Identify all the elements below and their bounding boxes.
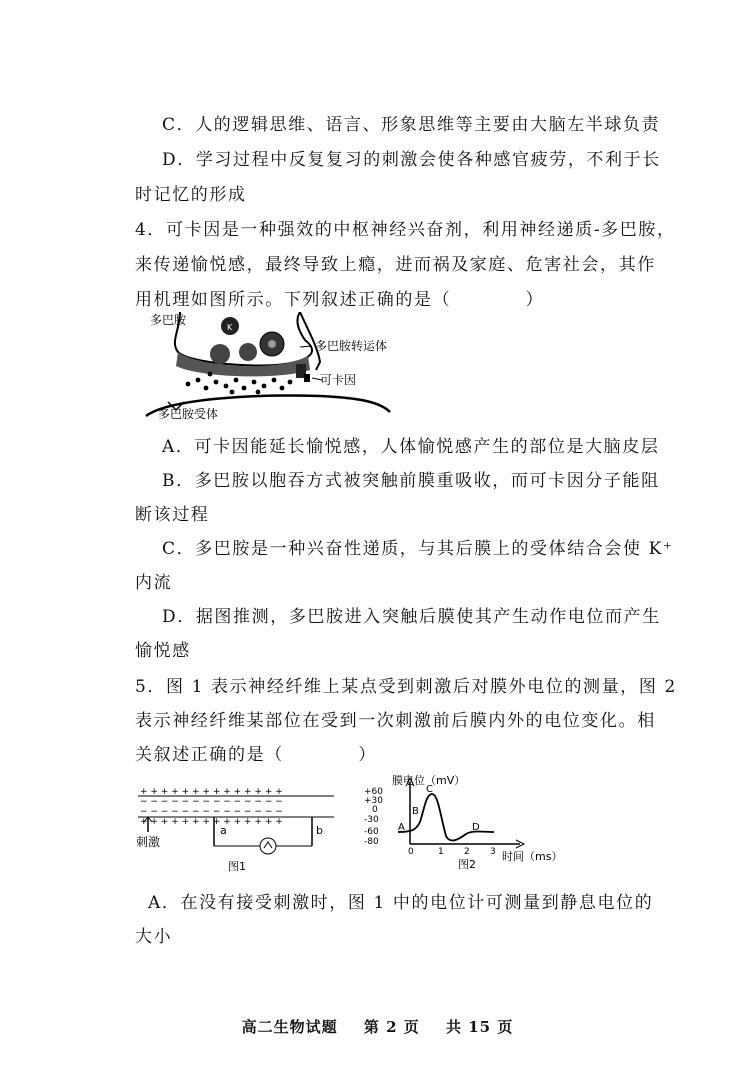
footer-page: 第 2 页 <box>363 1018 420 1036</box>
label-cocaine: 可卡因 <box>320 373 357 387</box>
q5-option-a-line2: 大小 <box>135 927 173 947</box>
fig2-ylabel: 膜电位（mV） <box>392 774 466 787</box>
q5-option-a-line1: A．在没有接受刺激时，图 1 中的电位计可测量到静息电位的 <box>148 893 654 913</box>
fig2-xtick: 2 <box>464 847 470 857</box>
svg-text:+ + + + + + + + + + + + + +: + + + + + + + + + + + + + + <box>140 817 283 827</box>
q5-stem-line2: 表示神经纤维某部位在受到一次刺激前后膜内外的电位变化。相 <box>135 711 656 731</box>
q4-option-a: A．可卡因能延长愉悦感，人体愉悦感产生的部位是大脑皮层 <box>162 437 660 457</box>
fig1-stimulus-label: 刺激 <box>136 835 161 849</box>
figure-1 <box>134 784 339 878</box>
fig2-point-d: D <box>472 822 480 833</box>
fig2-ytick: -30 <box>364 815 379 825</box>
q4-option-d-line1: D．据图推测，多巴胺进入突触后膜使其产生动作电位而产生 <box>162 607 661 627</box>
fig2-ytick: -80 <box>364 837 379 847</box>
fig1-point-a: a <box>220 824 227 837</box>
svg-text:+ + + + + + + + + + + + + +: + + + + + + + + + + + + + + <box>140 787 283 797</box>
fig1-caption: 图1 <box>228 860 246 873</box>
q5-stem-line3: 关叙述正确的是（ ） <box>135 745 377 765</box>
fig2-ytick: +30 <box>364 796 383 806</box>
synapse-figure <box>140 312 440 424</box>
label-dopamine: 多巴胺 <box>150 313 187 327</box>
label-receptor: 多巴胺受体 <box>158 407 219 420</box>
q4-option-b-line2: 断该过程 <box>135 505 210 525</box>
q3-option-d-line2: 时记忆的形成 <box>135 185 247 205</box>
fig2-ytick: +60 <box>364 787 383 797</box>
q4-option-b-line1: B．多巴胺以胞吞方式被突触前膜重吸收，而可卡因分子能阻 <box>162 471 660 491</box>
footer-total: 共 15 页 <box>446 1018 514 1036</box>
page-footer <box>0 1016 755 1037</box>
svg-text:− − − − − − − − − − − − − −: − − − − − − − − − − − − − − <box>140 807 283 817</box>
fig2-xtick: 1 <box>438 847 444 857</box>
fig1-point-b: b <box>316 824 323 837</box>
fig2-point-b: B <box>412 806 419 817</box>
q4-stem-line3: 用机理如图所示。下列叙述正确的是（ ） <box>135 290 545 310</box>
q4-stem-line1: 4．可卡因是一种强效的中枢神经兴奋剂，利用神经递质-多巴胺， <box>135 220 676 240</box>
fig2-point-a: A <box>398 822 405 833</box>
fig2-xlabel: 时间（ms） <box>502 850 563 863</box>
q4-option-c-line1: C．多巴胺是一种兴奋性递质，与其后膜上的受体结合会使 K⁺ <box>162 539 674 559</box>
fig2-ytick: -60 <box>364 827 379 837</box>
fig2-ytick: 0 <box>372 805 378 815</box>
fig2-point-c: C <box>426 784 433 795</box>
q3-option-d-line1: D．学习过程中反复复习的刺激会使各种感官疲劳，不利于长 <box>162 150 661 170</box>
q4-stem-line2: 来传递愉悦感，最终导致上瘾，进而祸及家庭、危害社会，其作 <box>135 255 656 275</box>
svg-text:− − − − − − − − − − − − − −: − − − − − − − − − − − − − − <box>140 797 283 807</box>
action-potential-curve <box>398 794 494 840</box>
q5-stem-line1: 5．图 1 表示神经纤维上某点受到刺激后对膜外电位的测量，图 2 <box>135 677 677 697</box>
svg-text:K: K <box>227 323 233 332</box>
label-transporter: 多巴胺转运体 <box>315 339 388 353</box>
fig2-xtick: 3 <box>490 847 496 857</box>
footer-subject: 高二生物试题 <box>241 1018 338 1036</box>
q3-option-c: C．人的逻辑思维、语言、形象思维等主要由大脑左半球负责 <box>162 115 661 135</box>
q4-option-d-line2: 愉悦感 <box>135 641 191 661</box>
fig2-caption: 图2 <box>458 858 476 871</box>
figure-2 <box>354 774 614 878</box>
q4-option-c-line2: 内流 <box>135 573 173 593</box>
fig2-xtick: 0 <box>408 847 414 857</box>
